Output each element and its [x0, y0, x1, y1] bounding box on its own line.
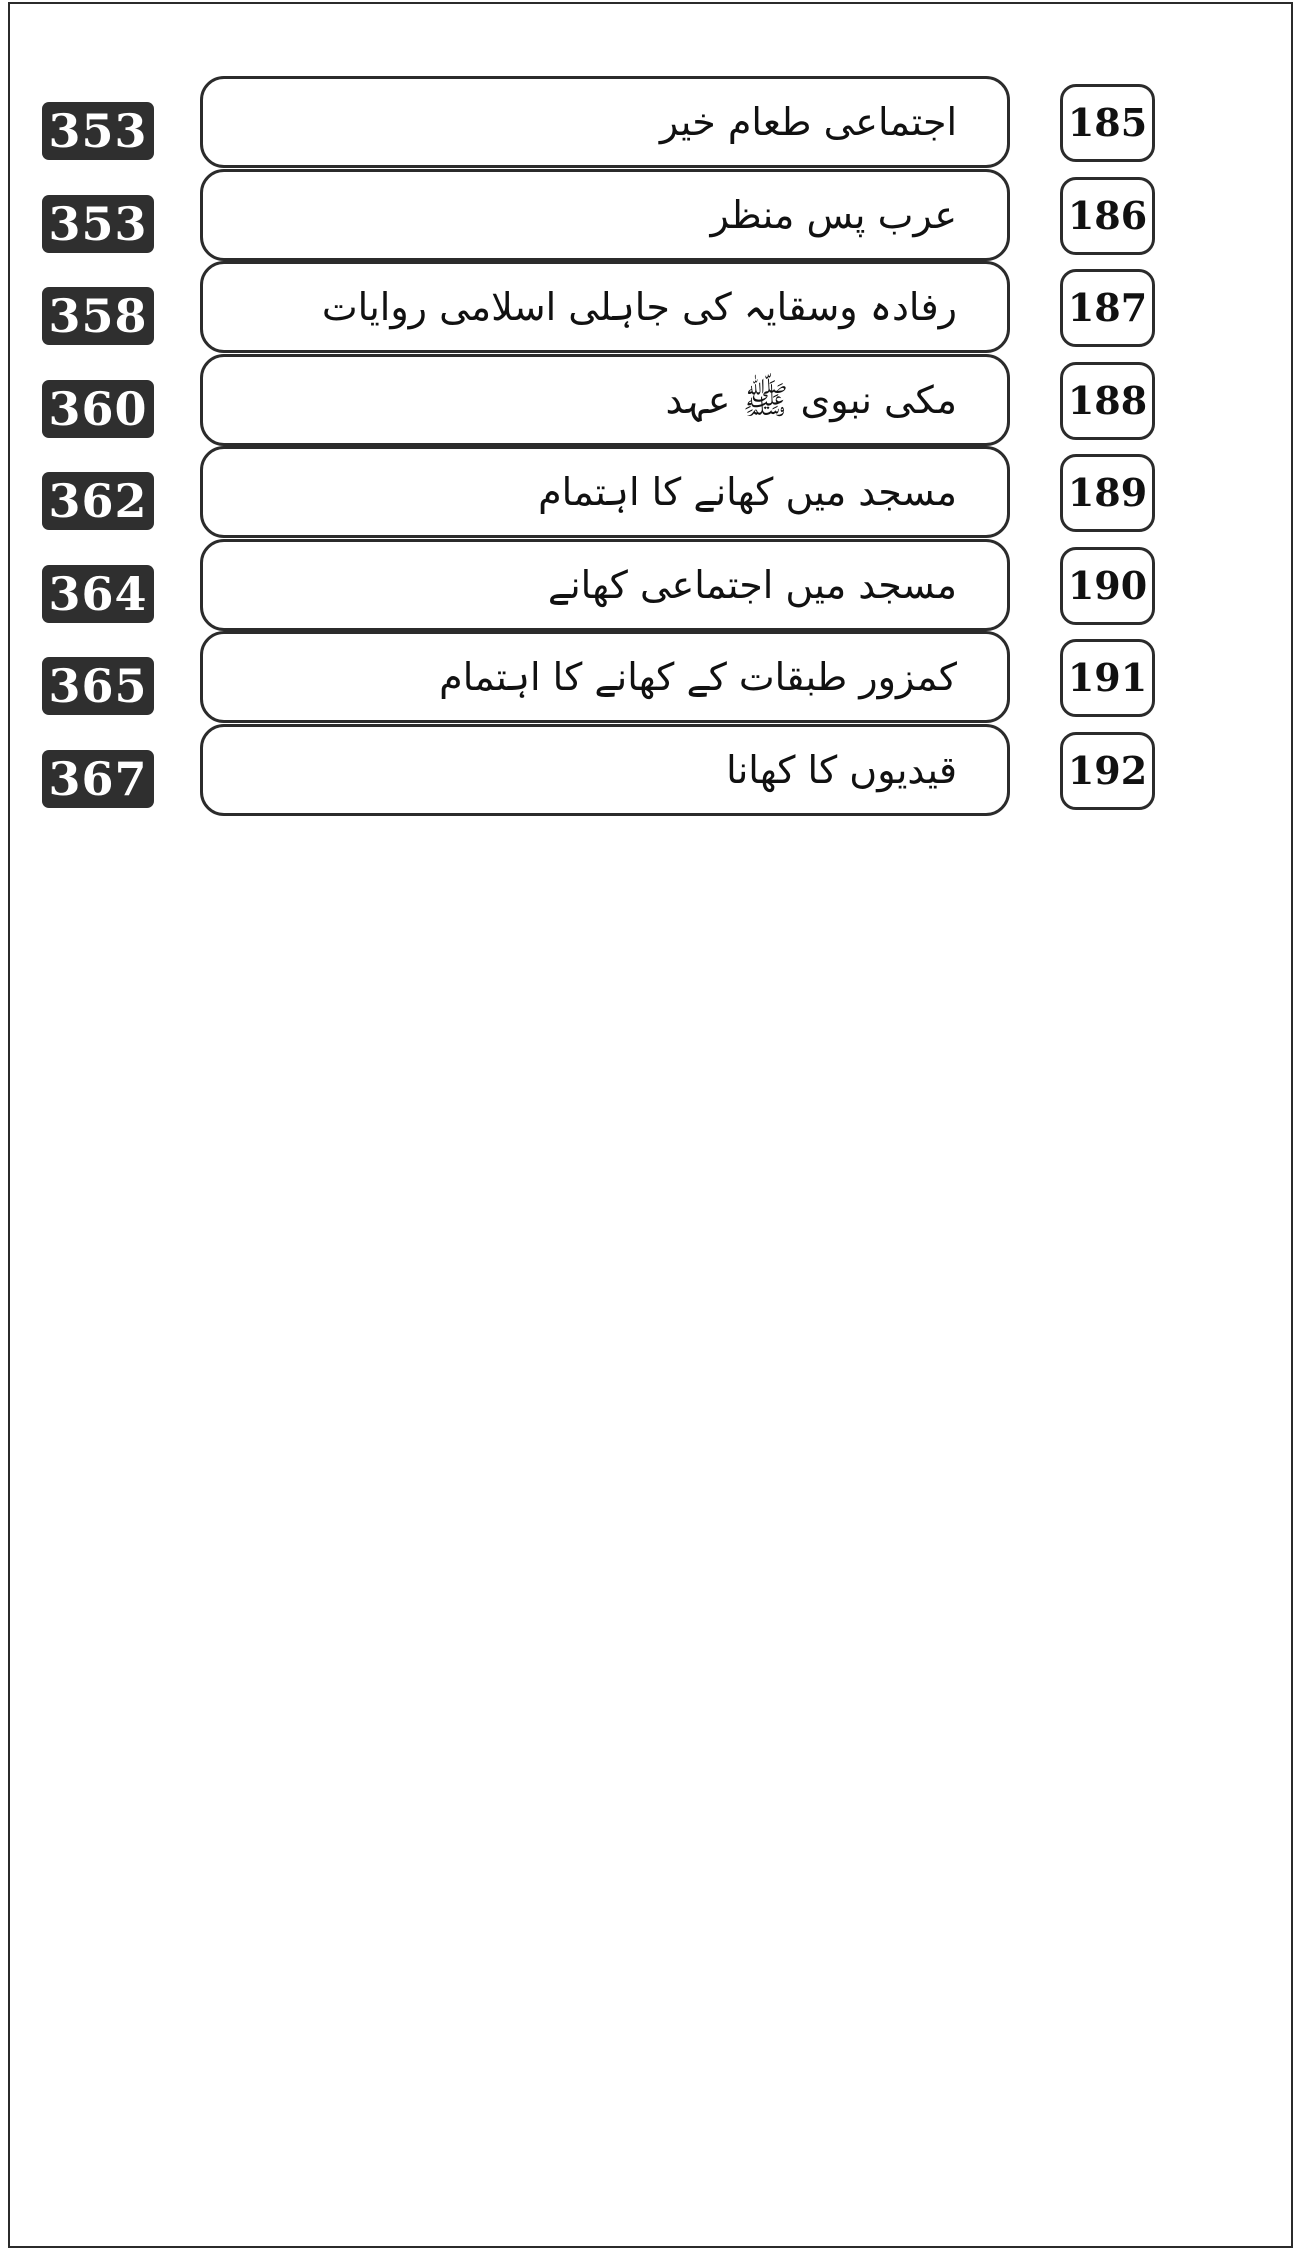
page-number-badge: 353 — [42, 102, 154, 160]
entry-title[interactable]: مکی نبوی ﷺ عہد — [200, 354, 1010, 446]
toc-entry-188[interactable] — [42, 352, 1164, 445]
entry-number: 187 — [1060, 269, 1155, 347]
entry-title[interactable]: عرب پس منظر — [200, 169, 1010, 261]
toc-entry-186[interactable] — [42, 167, 1164, 260]
toc-entry-192[interactable] — [42, 722, 1164, 815]
entry-number: 188 — [1060, 362, 1155, 440]
page-number-badge: 358 — [42, 287, 154, 345]
entry-number: 186 — [1060, 177, 1155, 255]
toc-entry-191[interactable] — [42, 629, 1164, 722]
entry-title[interactable]: رفادہ وسقایہ کی جاہلی اسلامی روایات — [200, 261, 1010, 353]
toc-entry-185[interactable] — [42, 74, 1164, 167]
entry-title[interactable]: مسجد میں اجتماعی کھانے — [200, 539, 1010, 631]
page-number-badge: 353 — [42, 195, 154, 253]
entry-title[interactable]: قیدیوں کا کھانا — [200, 724, 1010, 816]
page-number-badge: 360 — [42, 380, 154, 438]
page-number-badge: 364 — [42, 565, 154, 623]
entry-number: 192 — [1060, 732, 1155, 810]
page-number-badge: 362 — [42, 472, 154, 530]
toc-entry-189[interactable] — [42, 444, 1164, 537]
toc-entry-190[interactable] — [42, 537, 1164, 630]
entry-title[interactable]: مسجد میں کھانے کا اہتمام — [200, 446, 1010, 538]
entry-title[interactable]: کمزور طبقات کے کھانے کا اہتمام — [200, 631, 1010, 723]
page-number-badge: 367 — [42, 750, 154, 808]
entry-title[interactable]: اجتماعی طعام خیر — [200, 76, 1010, 168]
entry-number: 190 — [1060, 547, 1155, 625]
entry-number: 189 — [1060, 454, 1155, 532]
table-of-contents — [42, 74, 1164, 814]
entry-number: 191 — [1060, 639, 1155, 717]
page-number-badge: 365 — [42, 657, 154, 715]
toc-entry-187[interactable] — [42, 259, 1164, 352]
entry-number: 185 — [1060, 84, 1155, 162]
